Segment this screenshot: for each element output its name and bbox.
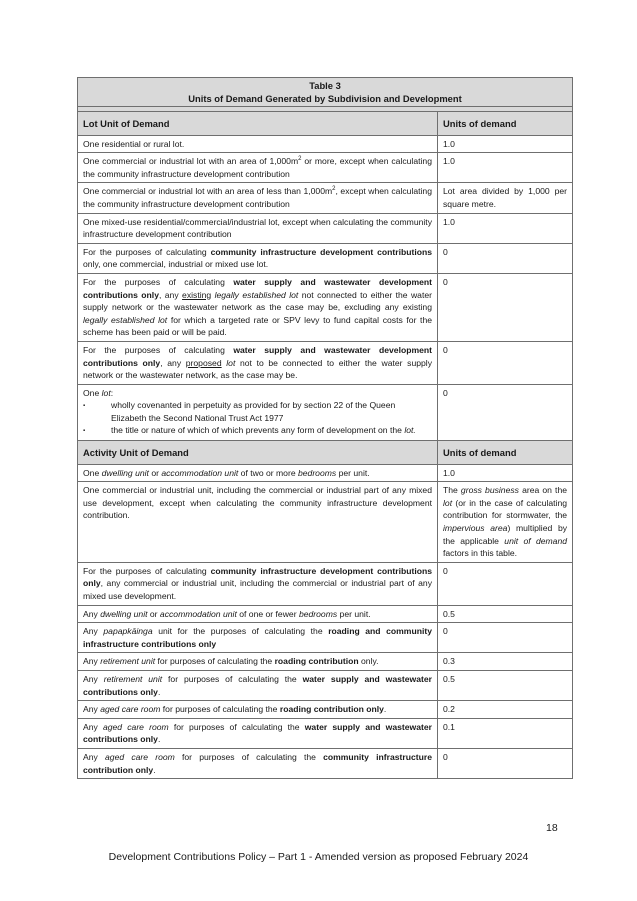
table-title: Units of Demand Generated by Subdivision and Development (188, 93, 462, 104)
italic-text: accommodation unit (161, 467, 239, 478)
italic-text: retirement unit (103, 673, 163, 684)
table-row (78, 384, 573, 440)
activity-units-value (438, 653, 573, 671)
table-row (78, 341, 573, 384)
text-run: One commercial or industrial unit, including the commercial or industrial part of any mixed use development, except when calculating the community infrastructure development contribution. (83, 485, 432, 521)
table-row (78, 653, 573, 671)
lot-description (78, 183, 438, 213)
lot-description (78, 153, 438, 183)
lot-units-value: Lot area divided by 1,000 per square metre. (438, 183, 573, 213)
text-run: 0 (443, 751, 448, 762)
bold-text: water supply and wastewater contributions only (83, 673, 432, 697)
text-run: For the purposes of calculating (83, 344, 234, 355)
text-run: area on the (518, 485, 568, 496)
activity-description (78, 718, 438, 748)
activity-header-row (78, 441, 573, 465)
text-run: for purposes of calculating the (174, 751, 324, 762)
table-number: Table 3 (309, 80, 341, 91)
text-run: Any (83, 704, 101, 715)
table-row (78, 183, 573, 213)
underlined-text: existing (182, 289, 212, 300)
italic-text: aged care room (100, 704, 161, 715)
lot-units-value: 0 (438, 341, 573, 384)
table-title-cell (78, 78, 573, 107)
italic-text: papapkāinga (103, 626, 153, 637)
text-run: or (147, 608, 160, 619)
bullet-marker: ▪ (83, 403, 86, 410)
text-run: , any (158, 289, 183, 300)
italic-text: aged care room (105, 751, 175, 762)
text-run: 1.0 (443, 467, 455, 478)
text-run: not to be connected to either the water supply network or the wastewater network, as the case may be. (83, 357, 432, 381)
lot-units-value: 1.0 (438, 135, 573, 153)
table-row (78, 482, 573, 563)
table-row (78, 464, 573, 482)
italic-text: impervious area (443, 523, 508, 534)
text-run: Any (83, 656, 101, 667)
italic-text: dwelling unit (101, 467, 149, 478)
italic-text: lot (101, 387, 111, 398)
text-run: . (157, 734, 161, 745)
text-run: Any (83, 721, 103, 732)
italic-text: lot. (404, 425, 416, 436)
italic-text: bedrooms (297, 467, 337, 478)
bold-text: water supply and wastewater development contributions only (83, 344, 432, 368)
text-run: One (83, 387, 102, 398)
bold-text: water supply and wastewater contributions only (83, 721, 432, 745)
activity-units-value (438, 701, 573, 719)
activity-units-value (438, 623, 573, 653)
activity-description (78, 701, 438, 719)
text-run: 0.5 (443, 608, 455, 619)
lot-units-value: 1.0 (438, 153, 573, 183)
activity-description (78, 605, 438, 623)
underlined-text: proposed (185, 357, 222, 368)
lot-units-value: 0 (438, 384, 573, 440)
italic-text: lot (443, 497, 453, 508)
text-run: for purposes of calculating the (160, 704, 280, 715)
lot-units-value: 1.0 (438, 213, 573, 243)
activity-description (78, 670, 438, 700)
text-run: For the purposes of calculating (83, 565, 211, 576)
text-run: unit for the purposes of calculating the (152, 626, 329, 637)
text-run: , except when calculating the community infrastructure development contribution (83, 186, 432, 209)
lot-description (78, 273, 438, 341)
text-run: One commercial or industrial lot with an area of 1,000m (83, 156, 299, 167)
bullet-text (97, 424, 432, 438)
activity-description (78, 748, 438, 778)
activity-description (78, 482, 438, 563)
activity-units-value (438, 562, 573, 605)
lot-header: Lot Unit of Demand (78, 112, 438, 136)
italic-text: retirement unit (100, 656, 156, 667)
text-run: One commercial or industrial lot with an area of less than 1,000m (83, 186, 333, 197)
page-footer: Development Contributions Policy – Part 1 - Amended version as proposed February 2024 (108, 851, 529, 863)
table-row (78, 243, 573, 273)
text-run: not connected to either the water supply network or the wastewater network as the case may be, excluding any existing (83, 289, 432, 313)
text-run: . (153, 764, 156, 775)
lot-description (78, 384, 438, 440)
text-run: One (83, 467, 102, 478)
table-row (78, 153, 573, 183)
units-of-demand-table (77, 77, 573, 779)
lot-units-value: 0 (438, 243, 573, 273)
table-row (78, 135, 573, 153)
italic-text: unit of demand (504, 535, 568, 546)
text-run: for purposes of calculating the (168, 721, 305, 732)
lot-description (78, 213, 438, 243)
text-run: 0 (443, 565, 448, 576)
table-row (78, 718, 573, 748)
text-run: Any (83, 751, 106, 762)
text-run: ) multiplied by the applicable (443, 523, 568, 546)
activity-units-value (438, 605, 573, 623)
text-run: 0.1 (443, 721, 455, 732)
text-run: per unit. (336, 467, 370, 478)
activity-header: Activity Unit of Demand (78, 441, 438, 465)
bold-text: community infrastructure development contributions (210, 246, 433, 257)
text-run: . (383, 704, 387, 715)
page-number: 18 (546, 822, 558, 834)
text-run: per unit. (337, 608, 371, 619)
bullet-item (83, 399, 432, 424)
activity-units-value (438, 464, 573, 482)
activity-units-value (438, 718, 573, 748)
bold-text: community infrastructure development contributions only (83, 565, 433, 589)
table-row (78, 605, 573, 623)
table-row (78, 562, 573, 605)
activity-units-value (438, 748, 573, 778)
bold-text: roading and community infrastructure contributions only (83, 626, 432, 649)
italic-text: legally established lot (83, 314, 168, 325)
italic-text: aged care room (102, 721, 169, 732)
text-run: 0.2 (443, 704, 455, 715)
italic-text: gross business (460, 485, 519, 496)
text-run: . (157, 686, 161, 697)
text-run: or more, except when calculating the community infrastructure development contribution (83, 156, 432, 179)
superscript: 2 (298, 156, 302, 163)
text-run: Any (83, 608, 101, 619)
text-run: The (443, 485, 461, 496)
text-run: for purposes of calculating the (162, 673, 303, 684)
lot-description (78, 135, 438, 153)
text-run: only, one commercial, industrial or mixed use lot. (83, 259, 269, 270)
activity-description (78, 653, 438, 671)
bullet-marker: ▪ (83, 428, 86, 435)
activity-units-value (438, 670, 573, 700)
text-run: For the purposes of calculating (83, 276, 234, 287)
lot-header-row (78, 112, 573, 136)
table-row (78, 623, 573, 653)
bullet-text: wholly covenanted in perpetuity as provided for by section 22 of the Queen Elizabeth the Second National Trust Act 1977 (111, 400, 396, 423)
italic-text: lot (226, 357, 236, 368)
one-lot-intro (83, 387, 432, 400)
activity-description (78, 562, 438, 605)
text-run: One mixed-use residential/commercial/industrial lot, except when calculating the community infrastructure development contribution (83, 216, 432, 240)
text-run: , any (160, 357, 186, 368)
text-run: for purposes of calculating the (155, 656, 275, 667)
text-run: , any commercial or industrial unit, including the commercial or industrial part of any mixed use development. (83, 578, 432, 601)
table-body (78, 78, 573, 779)
italic-text: dwelling unit (100, 608, 148, 619)
activity-units-header: Units of demand (438, 441, 573, 465)
text-run: of one or fewer (236, 608, 299, 619)
text-run: only. (358, 656, 379, 667)
text-run: 0.3 (443, 656, 455, 667)
table-row (78, 213, 573, 243)
text-run: For the purposes of calculating (83, 246, 211, 257)
bold-text: community infrastructure contribution only (83, 751, 432, 775)
table-row (78, 748, 573, 778)
text-run: 0.5 (443, 673, 455, 684)
text-run: One residential or rural lot. (83, 138, 185, 149)
lot-units-header: Units of demand (438, 112, 573, 136)
bold-text: roading contribution only (279, 704, 384, 715)
text-run: Any (83, 673, 104, 684)
activity-description (78, 464, 438, 482)
text-run: 0 (443, 626, 448, 637)
italic-text: bedrooms (298, 608, 338, 619)
activity-description (78, 623, 438, 653)
lot-description (78, 341, 438, 384)
italic-text: accommodation unit (159, 608, 237, 619)
activity-units-value (438, 482, 573, 563)
italic-text: legally established lot (214, 289, 299, 300)
table-row (78, 273, 573, 341)
superscript: 2 (332, 186, 336, 193)
bold-text: water supply and wastewater development contributions only (83, 276, 432, 300)
lot-description (78, 243, 438, 273)
text-run: : (110, 387, 114, 398)
lot-units-value: 0 (438, 273, 573, 341)
text-run: factors in this table. (443, 548, 518, 559)
text-run: (or in the case of calculating contribution for stormwater, the (443, 497, 568, 521)
text-run: or (148, 467, 162, 478)
table-row (78, 701, 573, 719)
text-run: Any (83, 626, 104, 637)
text-run: the title or nature of which of which prevents any form of development on the (111, 425, 405, 436)
table-row (78, 670, 573, 700)
bold-text: roading contribution (274, 656, 359, 667)
text-run: of two or more (238, 467, 298, 478)
table-title-row (78, 78, 573, 107)
text-run: for which a targeted rate or SPV levy to fund capital costs for the scheme has been paid or will be paid. (83, 314, 432, 338)
bullet-item (83, 424, 432, 438)
